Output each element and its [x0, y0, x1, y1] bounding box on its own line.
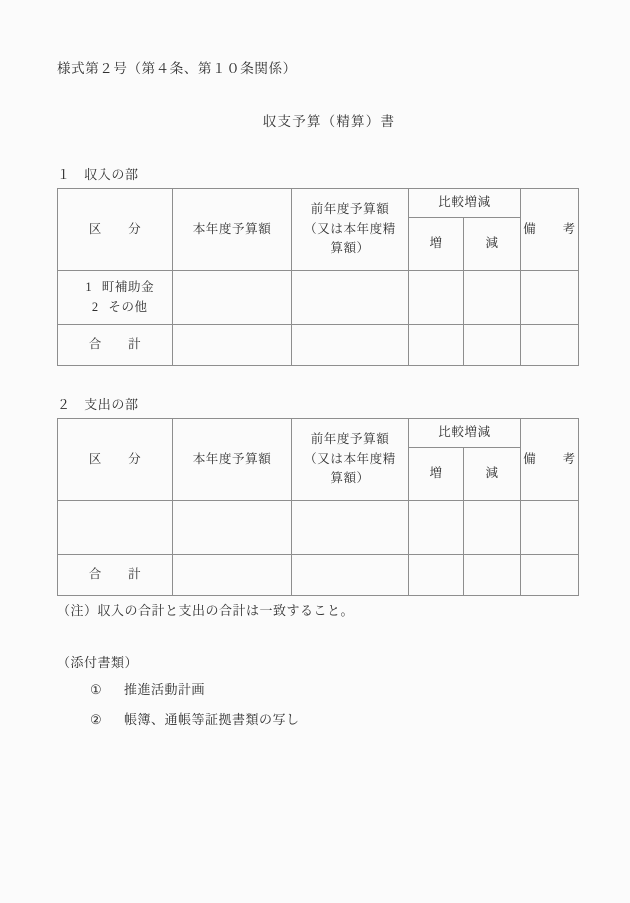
income-item-list: [58, 271, 173, 325]
expense-total-this-year-cell[interactable]: [173, 555, 292, 596]
form-number: 様式第２号（第４条、第１０条関係）: [57, 61, 297, 76]
income-items-this-year-cell[interactable]: [173, 271, 292, 325]
header-last-year-line2: （又は本年度精: [304, 221, 396, 236]
attachment-1-text: 推進活動計画: [124, 682, 206, 697]
attachment-1-marker: ①: [90, 682, 103, 697]
attachment-2-marker: ②: [90, 712, 103, 727]
balance-note: （注）収入の合計と支出の合計は一致すること。: [57, 603, 355, 618]
expense-total-label: 合 計: [58, 555, 173, 596]
header-remarks: 備 考: [521, 419, 579, 501]
header-row-primary: [58, 189, 579, 218]
table-row: [58, 501, 579, 555]
header-last-year-line3: 算額）: [330, 241, 370, 256]
income-total-last-year-cell[interactable]: [292, 325, 409, 366]
document-title: 収支予算（精算）書: [262, 114, 396, 129]
expense-blank-decrease-cell[interactable]: [464, 501, 521, 555]
section-label-income: １ 収入の部: [57, 167, 139, 182]
income-total-increase-cell[interactable]: [409, 325, 464, 366]
list-item: [58, 298, 172, 317]
expense-blank-remarks-cell[interactable]: [521, 501, 579, 555]
header-decrease: 減: [464, 218, 521, 271]
income-table-header: [58, 189, 579, 271]
expense-table: [57, 418, 579, 596]
income-table-body: [58, 271, 579, 366]
header-row-primary: [58, 419, 579, 448]
expense-table-header: [58, 419, 579, 501]
header-increase: 増: [409, 448, 464, 501]
header-last-year: [292, 419, 409, 501]
income-item-1-name: 町補助金: [101, 280, 155, 295]
header-kubun: 区 分: [58, 419, 173, 501]
header-kubun: 区 分: [58, 189, 173, 271]
income-items-decrease-cell[interactable]: [464, 271, 521, 325]
income-total-this-year-cell[interactable]: [173, 325, 292, 366]
income-items-last-year-cell[interactable]: [292, 271, 409, 325]
income-items-remarks-cell[interactable]: [521, 271, 579, 325]
header-this-year: 本年度予算額: [173, 189, 292, 271]
header-increase: 増: [409, 218, 464, 271]
header-last-year-line1: 前年度予算額: [310, 432, 390, 447]
header-this-year: 本年度予算額: [173, 419, 292, 501]
header-comparison: 比較増減: [409, 189, 521, 218]
expense-total-decrease-cell[interactable]: [464, 555, 521, 596]
income-item-2-name: その他: [108, 299, 148, 314]
income-item-2-number: 2: [91, 299, 99, 314]
header-decrease: 減: [464, 448, 521, 501]
income-item-1-number: 1: [85, 280, 93, 295]
list-item: [58, 278, 172, 297]
income-table: [57, 188, 579, 366]
header-remarks: 備 考: [521, 189, 579, 271]
table-row: [58, 271, 579, 325]
expense-blank-kubun-cell[interactable]: [58, 501, 173, 555]
header-last-year-line1: 前年度予算額: [310, 202, 390, 217]
expense-blank-last-year-cell[interactable]: [292, 501, 409, 555]
attachment-item-2: [90, 709, 300, 728]
header-last-year-line3: 算額）: [330, 471, 370, 486]
attachments-title: （添付書類）: [57, 655, 139, 670]
section-label-expense: ２ 支出の部: [57, 397, 139, 412]
expense-total-last-year-cell[interactable]: [292, 555, 409, 596]
income-items-increase-cell[interactable]: [409, 271, 464, 325]
expense-total-increase-cell[interactable]: [409, 555, 464, 596]
expense-total-remarks-cell[interactable]: [521, 555, 579, 596]
header-last-year: [292, 189, 409, 271]
attachment-item-1: [90, 679, 205, 698]
table-row-total: [58, 325, 579, 366]
attachment-2-text: 帳簿、通帳等証拠書類の写し: [124, 712, 300, 727]
income-total-remarks-cell[interactable]: [521, 325, 579, 366]
header-comparison: 比較増減: [409, 419, 521, 448]
income-total-decrease-cell[interactable]: [464, 325, 521, 366]
expense-blank-increase-cell[interactable]: [409, 501, 464, 555]
table-row-total: [58, 555, 579, 596]
expense-table-body: [58, 501, 579, 596]
header-last-year-line2: （又は本年度精: [304, 451, 396, 466]
income-total-label: 合 計: [58, 325, 173, 366]
expense-blank-this-year-cell[interactable]: [173, 501, 292, 555]
